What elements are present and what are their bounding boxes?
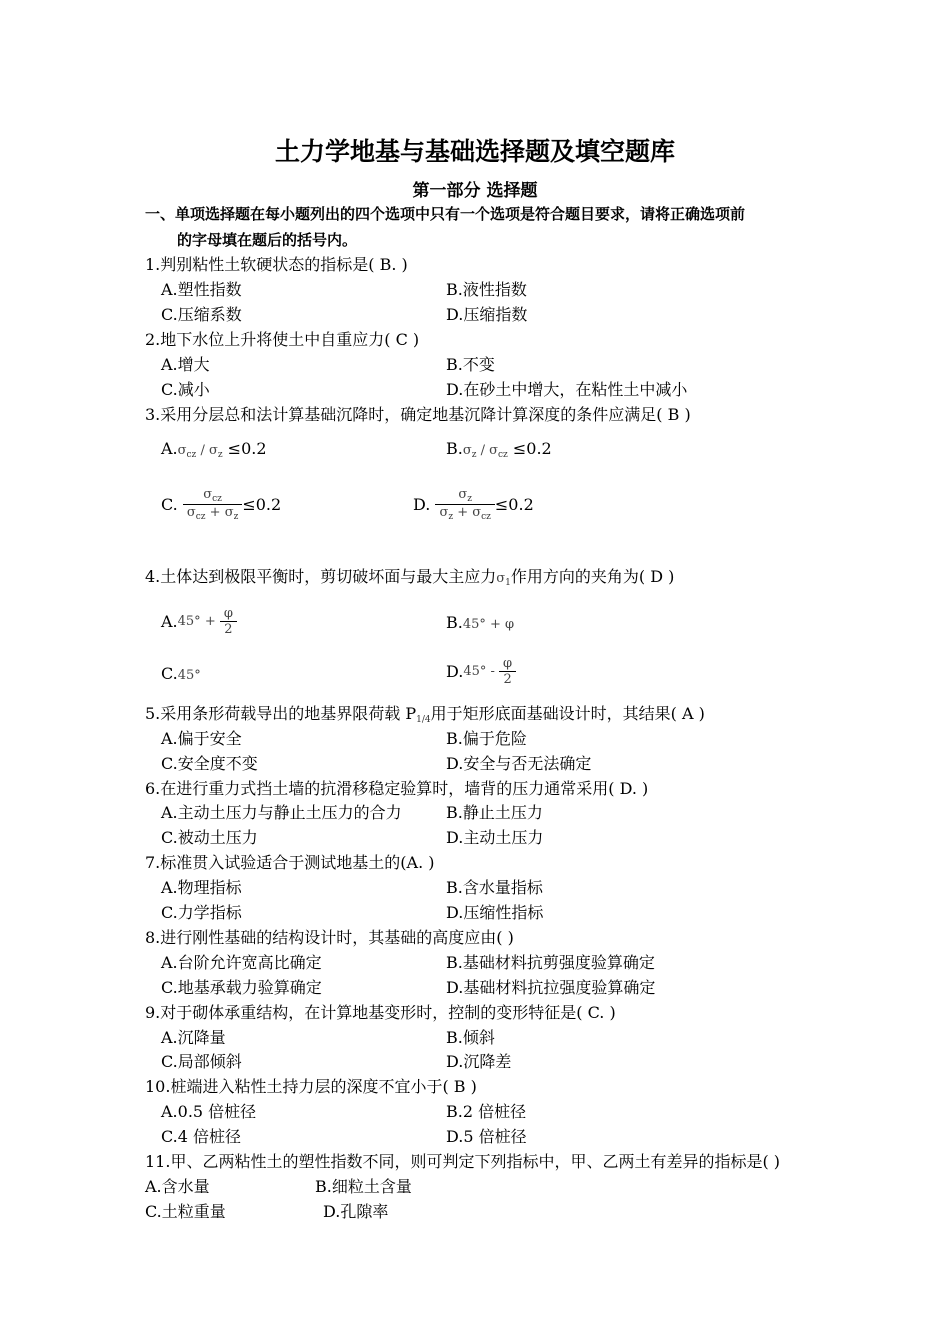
q3-option-d: D. $\frac{\sigma_z}{\sigma_z + \sigma_{cz}}$ ≤0.2 [413, 487, 534, 522]
q6-option-d: D.主动土压力 [446, 828, 544, 847]
q3-c-fraction: $\frac{\sigma_{cz}}{\sigma_{cz} + \sigma_z}$ [183, 487, 242, 522]
question-8: 8.进行刚性基础的结构设计时，其基础的高度应由( ) [145, 928, 514, 947]
q5-option-a: A.偏于安全 [161, 729, 242, 748]
q11-option-b: B.细粒土含量 [315, 1177, 412, 1196]
q8-option-a: A.台阶允许宽高比确定 [161, 953, 322, 972]
q5-option-b: B.偏于危险 [446, 729, 527, 748]
question-2: 2.地下水位上升将使土中自重应力( C ) [145, 330, 420, 349]
q6-option-a: A.主动土压力与静止土压力的合力 [161, 803, 402, 822]
q6-option-b: B.静止土压力 [446, 803, 543, 822]
question-10: 10.桩端进入粘性土持力层的深度不宜小于( B ) [145, 1077, 477, 1096]
instruction-line-2: 的字母填在题后的括号内。 [177, 231, 358, 249]
question-9: 9.对于砌体承重结构，在计算地基变形时，控制的变形特征是( C. ) [145, 1003, 616, 1022]
q8-option-b: B.基础材料抗剪强度验算确定 [446, 953, 655, 972]
q5-option-d: D.安全与否无法确定 [446, 754, 592, 773]
question-5: 5.采用条形荷载导出的地基界限荷载 $P_{1/4}$用于矩形底面基础设计时，其结果( A ) [145, 704, 705, 725]
q1-option-a: A.塑性指数 [161, 280, 242, 299]
q4-option-b: B.45° + φ [446, 613, 515, 632]
q9-option-c: C.局部倾斜 [161, 1052, 242, 1071]
q1-option-b: B.液性指数 [446, 280, 527, 299]
question-7: 7.标准贯入试验适合于测试地基土的(A. ) [145, 853, 435, 872]
q7-option-c: C.力学指标 [161, 903, 242, 922]
q2-option-d: D.在砂土中增大，在粘性土中减小 [446, 380, 688, 399]
q11-option-a: A.含水量 [145, 1177, 210, 1196]
q4-option-a: A.45° + $\frac{\varphi}{2}$ [161, 606, 237, 637]
q2-option-a: A.增大 [161, 355, 210, 374]
instruction-line-1: 一、单项选择题在每小题列出的四个选项中只有一个选项是符合题目要求，请将正确选项前 [145, 205, 746, 223]
section-subtitle: 第一部分 选择题 [412, 181, 538, 201]
q7-option-a: A.物理指标 [161, 878, 242, 897]
q11-option-c: C.土粒重量 [145, 1202, 226, 1221]
page-title: 土力学地基与基础选择题及填空题库 [274, 137, 675, 166]
q2-option-c: C.减小 [161, 380, 210, 399]
question-4: 4.土体达到极限平衡时，剪切破坏面与最大主应力$\sigma_1$作用方向的夹角为( D ) [145, 567, 675, 588]
q1-option-c: C.压缩系数 [161, 305, 242, 324]
q6-option-c: C.被动土压力 [161, 828, 258, 847]
q10-option-d: D.5 倍桩径 [446, 1127, 527, 1146]
q5-option-c: C.安全度不变 [161, 754, 258, 773]
q3-option-c: C. $\frac{\sigma_{cz}}{\sigma_{cz} + \sigma_z}$ ≤0.2 [161, 487, 282, 522]
q4-option-d: D.45° - $\frac{\varphi}{2}$ [446, 656, 516, 687]
q10-option-a: A.0.5 倍桩径 [161, 1102, 257, 1121]
question-6: 6.在进行重力式挡土墙的抗滑移稳定验算时，墙背的压力通常采用( D. ) [145, 779, 649, 798]
q7-option-d: D.压缩性指标 [446, 903, 544, 922]
q9-option-d: D.沉降差 [446, 1052, 512, 1071]
question-1: 1.判别粘性土软硬状态的指标是( B. ) [145, 255, 408, 274]
q3-option-b: $B.\sigma_z / \sigma_{cz} \le 0.2$ [446, 439, 552, 460]
q2-option-b: B.不变 [446, 355, 495, 374]
q10-option-c: C.4 倍桩径 [161, 1127, 242, 1146]
question-3: 3.采用分层总和法计算基础沉降时，确定地基沉降计算深度的条件应满足( B ) [145, 405, 691, 424]
q10-option-b: B.2 倍桩径 [446, 1102, 527, 1121]
q4-option-c: C.45° [161, 664, 201, 683]
q1-option-d: D.压缩指数 [446, 305, 528, 324]
q3-d-fraction: $\frac{\sigma_z}{\sigma_z + \sigma_{cz}}$ [435, 487, 494, 522]
q7-option-b: B.含水量指标 [446, 878, 543, 897]
q11-option-d: D.孔隙率 [323, 1202, 389, 1221]
question-11: 11.甲、乙两粘性土的塑性指数不同，则可判定下列指标中，甲、乙两土有差异的指标是( ) [145, 1152, 781, 1171]
q3-option-a: $A.\sigma_{cz} / \sigma_z \le 0.2$ [161, 439, 267, 460]
q8-option-c: C.地基承载力验算确定 [161, 978, 322, 997]
q9-option-b: B.倾斜 [446, 1028, 495, 1047]
q9-option-a: A.沉降量 [161, 1028, 226, 1047]
q8-option-d: D.基础材料抗拉强度验算确定 [446, 978, 656, 997]
